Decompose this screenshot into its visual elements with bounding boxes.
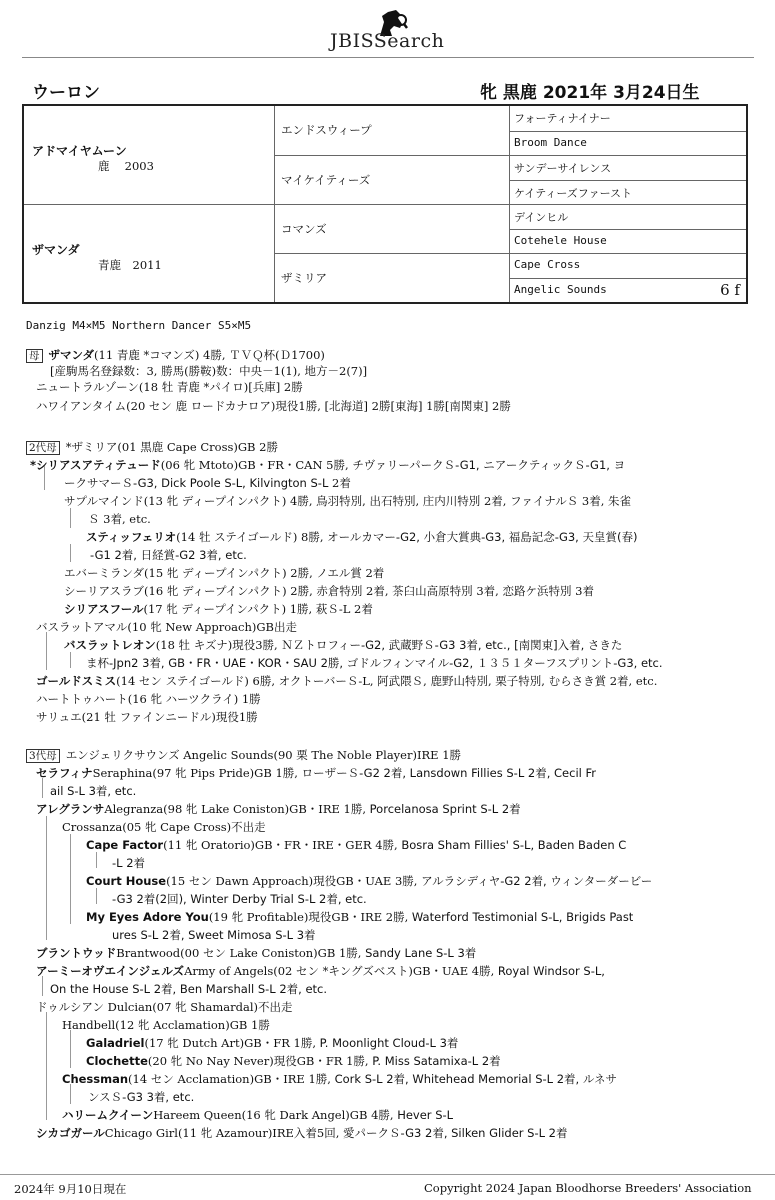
entry-text: (17 牝 Dutch Art)GB・FR 1勝, xyxy=(144,1036,320,1050)
horse-link[interactable]: ブラントウッド xyxy=(36,946,117,960)
family-entry xyxy=(64,566,384,581)
horse-link[interactable]: *シリアスアティテュード xyxy=(30,458,161,472)
race-record: P. Moonlight Cloud-L 3着 xyxy=(319,1036,459,1050)
race-record: ま杯-Jpn2 3着, GB・FR・UAE・KOR・SAU 2勝, ゴドルフィンマイル-G2, １３５１ターフスプリント-G3, etc. xyxy=(86,656,663,670)
family-entry xyxy=(86,1036,458,1051)
pedigree-gen3[interactable]: Broom Dance xyxy=(510,131,746,157)
entry-text: ドゥルシアン Dulcian(07 牝 Shamardal)不出走 xyxy=(36,1000,293,1014)
entry-text: Seraphina(97 牝 Pips Pride)GB 1勝, xyxy=(92,766,302,780)
family-entry xyxy=(86,838,626,853)
family-entry xyxy=(36,802,521,817)
horse-link[interactable]: Galadriel xyxy=(86,1036,145,1050)
pedigree-gen3[interactable]: ケイティーズファースト xyxy=(510,180,746,206)
generation-tag: 母 xyxy=(26,349,43,363)
family-entry xyxy=(112,892,367,907)
family-entry xyxy=(50,982,327,997)
family-entry xyxy=(36,946,476,961)
entry-text: シーリアスラブ(16 牝 ディープインパクト) 2勝, 赤倉特別 2着, 茶臼山高原特別 3着, 恋路ケ浜特別 3着 xyxy=(64,584,594,598)
family-entry xyxy=(90,548,247,563)
horse-info: 牝 黒鹿 2021年 3月24日生 xyxy=(480,83,700,103)
family-entry xyxy=(50,784,136,799)
generation-tag: 3代母 xyxy=(26,749,60,763)
race-record: ail S-L 3着, etc. xyxy=(50,784,137,798)
horse-link[interactable]: ゴールドスミス xyxy=(36,674,117,688)
entry-text: (15 セン Dawn Approach)現役GB・UAE 3勝, xyxy=(166,874,422,888)
entry-text: Hareem Queen(16 牝 Dark Angel)GB 4勝, xyxy=(153,1108,398,1122)
entry-text: (19 牝 Profitable)現役GB・IRE 2勝, xyxy=(208,910,412,924)
entry-text: エンジェリクサウンズ Angelic Sounds(90 栗 The Noble Player)IRE 1勝 xyxy=(65,748,462,762)
sex-count: 6 f xyxy=(720,280,740,299)
tree-connector xyxy=(96,888,97,904)
pedigree-gen3[interactable]: デインヒル xyxy=(510,204,746,230)
race-record: ンスＳ-G3 3着, etc. xyxy=(88,1090,195,1104)
pedigree-gen3[interactable]: Cotehele House xyxy=(510,229,746,255)
entry-text: ハワイアンタイム(20 セン 鹿 ロードカナロア)現役1勝, [北海道] 2勝[東海] 1勝[南関東] 2勝 xyxy=(36,399,511,413)
horse-link[interactable]: ザマンダ xyxy=(48,348,95,362)
family-entry xyxy=(36,692,261,707)
logo-text: JBISSearch xyxy=(330,30,445,52)
horse-link[interactable]: セラフィナ xyxy=(36,766,93,780)
family-entry xyxy=(112,928,316,943)
entry-text: バスラットアマル(10 牝 New Approach)GB出走 xyxy=(36,620,297,634)
horse-title xyxy=(22,78,722,102)
entry-text: Crossanza(05 牝 Cape Cross)不出走 xyxy=(62,820,266,834)
pedigree-gen3[interactable]: Cape Cross xyxy=(510,253,746,279)
race-record: ures S-L 2着, Sweet Mimosa S-L 3着 xyxy=(112,928,316,942)
horse-link[interactable]: シリアスフール xyxy=(64,602,144,616)
family-entry xyxy=(86,874,652,889)
tree-connector xyxy=(46,1012,47,1120)
tree-connector xyxy=(44,466,45,490)
tree-connector xyxy=(42,778,43,798)
family-entry xyxy=(36,1126,567,1141)
race-record: Waterford Testimonial S-L, Brigids Past xyxy=(411,910,634,924)
footer-date: 2024年 9月10日現在 xyxy=(14,1182,127,1196)
family-heading xyxy=(26,748,461,763)
tree-connector xyxy=(46,816,47,940)
entry-text: [産駒馬名登録数：3, 勝馬(勝鞍)数：中央－1(1), 地方－2(7)] xyxy=(50,364,368,378)
pedigree-dam-sire[interactable]: コマンズ xyxy=(275,204,509,254)
family-entry xyxy=(36,766,596,781)
entry-text: (20 牝 No Nay Never)現役GB・FR 1勝, xyxy=(147,1054,373,1068)
tree-connector xyxy=(46,632,47,670)
race-record: Cork S-L 2着, Whitehead Memorial S-L 2着, ルネサ xyxy=(334,1072,617,1086)
race-record: Porcelanosa Sprint S-L 2着 xyxy=(369,802,521,816)
tree-connector xyxy=(70,834,71,924)
entry-text: サプルマインド(13 牝 ディープインパクト) 4勝, 鳥羽特別, 出石特別, 庄内川特別 2着, ファイナルＳ 3着, 朱雀 xyxy=(64,494,632,508)
jbis-logo[interactable] xyxy=(0,0,775,60)
family-entry xyxy=(86,910,633,925)
race-record: チヴァリーパークＳ-G1, ニアークティックＳ-G1, ヨ xyxy=(352,458,626,472)
entry-text: ハートトゥハート(16 牝 ハーツクライ) 1勝 xyxy=(36,692,261,706)
entry-text: (11 青鹿 *コマンズ) 4勝, ＴＶＱ杯(Ｄ1700) xyxy=(94,348,325,362)
family-entry xyxy=(62,820,266,835)
tree-connector xyxy=(96,852,97,868)
race-record: Bosra Sham Fillies' S-L, Baden Baden C xyxy=(401,838,627,852)
race-record: -L 2着 xyxy=(112,856,146,870)
footer-divider xyxy=(0,1174,775,1175)
race-record: ローザーＳ-G2 2着, Lansdown Fillies S-L 2着, Cecil Fr xyxy=(301,766,596,780)
family-entry xyxy=(86,530,637,545)
entry-text: Alegranza(98 牝 Lake Coniston)GB・IRE 1勝, xyxy=(104,802,370,816)
race-record: オールカマー-G2, 小倉大賞典-G3, 福島記念-G3, 天皇賞(春) xyxy=(327,530,638,544)
tree-connector xyxy=(70,652,71,668)
family-entry xyxy=(64,602,373,617)
family-entry xyxy=(64,494,631,509)
family-entry xyxy=(62,1108,453,1123)
entry-text: (17 牝 ディープインパクト) 1勝, 萩Ｓ-L 2着 xyxy=(143,602,373,616)
entry-text: Brantwood(00 セン Lake Coniston)GB 1勝, xyxy=(116,946,366,960)
entry-text: (18 牡 キズナ)現役3勝, xyxy=(155,638,282,652)
family-entry xyxy=(62,1018,270,1033)
family-entry xyxy=(36,1000,293,1015)
horse-link[interactable]: アーミーオヴエインジェルズ xyxy=(36,964,185,978)
horse-link[interactable]: スティッフェリオ xyxy=(86,530,177,544)
family-entry xyxy=(88,512,151,527)
horse-link[interactable]: Cape Factor xyxy=(86,838,164,852)
family-heading xyxy=(26,348,325,363)
entry-text: サリュエ(21 牡 ファインニードル)現役1勝 xyxy=(36,710,258,724)
entry-text: (14 牡 ステイゴールド) 8勝, xyxy=(176,530,328,544)
horse-link[interactable]: アレグランサ xyxy=(36,802,105,816)
horse-name: ウーロン xyxy=(32,83,100,103)
pedigree-sire-sire[interactable]: エンドスウィープ xyxy=(281,123,372,137)
pedigree-gen3[interactable]: Angelic Sounds 6 f xyxy=(510,278,746,304)
horse-link[interactable]: ハリームクイーン xyxy=(62,1108,154,1122)
entry-text: Chicago Girl(11 牝 Azamour)IRE入着5回, xyxy=(104,1126,344,1140)
entry-text: (14 セン Acclamation)GB・IRE 1勝, xyxy=(128,1072,335,1086)
race-record: ＮＺトロフィー-G2, 武蔵野Ｓ-G3 3着, etc., [南関東]入着, さきた xyxy=(281,638,623,652)
horse-link[interactable]: シカゴガール xyxy=(36,1126,105,1140)
tree-connector xyxy=(70,1084,71,1104)
race-record: -G3 2着(2回), Winter Derby Trial S-L 2着, etc. xyxy=(112,892,367,906)
generation-tag: 2代母 xyxy=(26,441,60,455)
entry-text: 2着 xyxy=(328,476,351,490)
race-record: 愛パークＳ-G3 2着, Silken Glider S-L 2着 xyxy=(343,1126,568,1140)
race-record: Sandy Lane S-L 3着 xyxy=(365,946,477,960)
family-entry xyxy=(36,964,605,979)
horse-link[interactable]: Court House xyxy=(86,874,167,888)
footer-copyright: Copyright 2024 Japan Bloodhorse Breeders' Association xyxy=(424,1181,752,1195)
pedigree-sire-dam[interactable]: マイケイティーズ xyxy=(275,155,509,205)
pedigree-dam[interactable]: ザマンダ 青鹿 2011 xyxy=(24,204,274,303)
family-heading xyxy=(26,440,278,455)
horse-link[interactable]: Clochette xyxy=(86,1054,148,1068)
entry-text: (11 牝 Oratorio)GB・FR・IRE・GER 4勝, xyxy=(163,838,402,852)
race-record: -G1 2着, 日経賞-G2 3着, etc. xyxy=(90,548,247,562)
family-entry xyxy=(36,399,511,414)
family-entry xyxy=(86,656,663,671)
tree-connector xyxy=(42,976,43,996)
header-divider xyxy=(22,57,754,58)
family-entry xyxy=(64,584,594,599)
race-record: ークサマーＳ-G3, Dick Poole S-L, Kilvington S-L xyxy=(64,476,329,490)
family-entry xyxy=(64,638,622,653)
entry-text: Army of Angels(02 セン *キングズベスト)GB・UAE 4勝, xyxy=(184,964,498,978)
pedigree-sire[interactable]: アドマイヤムーン 鹿 2003 xyxy=(32,144,154,173)
entry-text: Ｓ 3着, etc. xyxy=(88,512,151,526)
family-entry xyxy=(36,674,657,689)
family-entry xyxy=(30,458,625,473)
inbreeding-note: Danzig M4×M5 Northern Dancer S5×M5 xyxy=(26,319,252,332)
family-entry xyxy=(64,476,351,491)
horse-link[interactable]: バスラットレオン xyxy=(64,638,156,652)
family-entry xyxy=(36,710,258,725)
entry-text: (14 セン ステイゴールド) 6勝, オクトーバーＳ-L, 阿武隈Ｓ, 鹿野山特別, 栗子特別, むらさき賞 2着, etc. xyxy=(116,674,658,688)
race-record: Hever S-L xyxy=(397,1108,454,1122)
family-entry xyxy=(86,1054,501,1069)
race-record: P. Miss Satamixa-L 2着 xyxy=(372,1054,501,1068)
entry-text: *ザミリア(01 黒鹿 Cape Cross)GB 2勝 xyxy=(65,440,278,454)
entry-text: Handbell(12 牝 Acclamation)GB 1勝 xyxy=(62,1018,270,1032)
family-entry xyxy=(62,1072,617,1087)
family-entry xyxy=(112,856,145,871)
family-entry xyxy=(36,620,297,635)
tree-connector xyxy=(70,508,71,528)
race-record: アルラシディヤ-G2 2着, ウィンターダービー xyxy=(421,874,653,888)
pedigree-gen3[interactable]: フォーティナイナー xyxy=(514,112,611,125)
pedigree-dam-dam[interactable]: ザミリア xyxy=(275,253,509,303)
pedigree-gen3[interactable]: サンデーサイレンス xyxy=(510,155,746,181)
tree-connector xyxy=(70,1030,71,1068)
entry-text: エバーミランダ(15 牝 ディープインパクト) 2勝, ノエル賞 2着 xyxy=(64,566,385,580)
horse-link[interactable]: Chessman xyxy=(62,1072,129,1086)
pedigree-table xyxy=(22,104,748,304)
entry-text: (06 牝 Mtoto)GB・FR・CAN 5勝, xyxy=(160,458,353,472)
entry-text: ニュートラルゾーン(18 牡 青鹿 *パイロ)[兵庫] 2勝 xyxy=(36,380,303,394)
tree-connector xyxy=(70,544,71,562)
horse-link[interactable]: My Eyes Adore You xyxy=(86,910,209,924)
race-record: Royal Windsor S-L, xyxy=(497,964,605,978)
family-entry xyxy=(88,1090,194,1105)
family-entry xyxy=(50,364,367,379)
race-record: On the House S-L 2着, Ben Marshall S-L 2着, etc. xyxy=(50,982,328,996)
family-entry xyxy=(36,380,303,395)
